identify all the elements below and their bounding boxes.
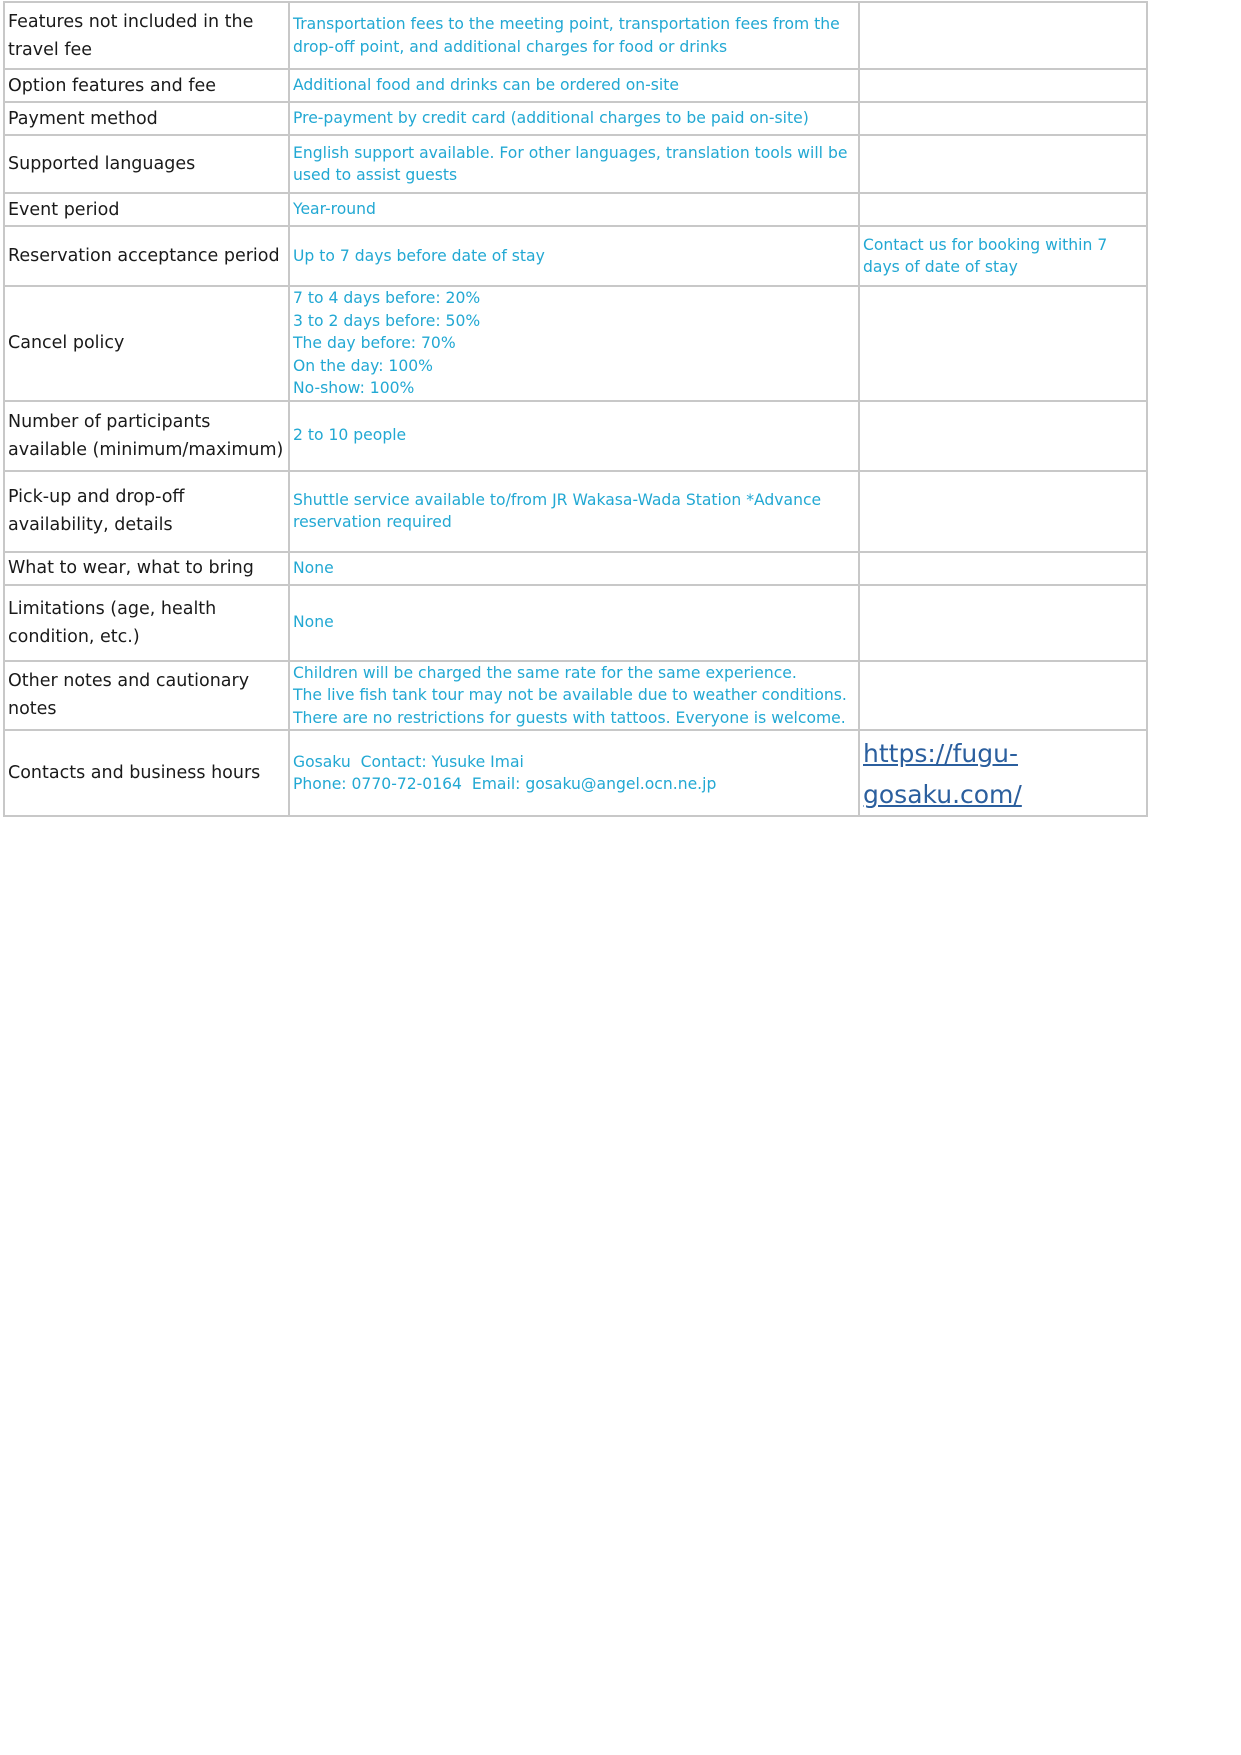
cancel-policy-line: No-show: 100% <box>293 379 415 397</box>
row-label: Pick-up and drop-off availability, details <box>4 471 289 552</box>
row-label: Number of participants available (minimum/maximum) <box>4 401 289 471</box>
row-label: Reservation acceptance period <box>4 226 289 286</box>
row-label: Features not included in the travel fee <box>4 2 289 69</box>
contact-line: Phone: 0770-72-0164 Email: gosaku@angel.ocn.ne.jp <box>293 775 717 793</box>
table-row <box>4 69 1147 102</box>
table-row <box>4 226 1147 286</box>
row-value: Additional food and drinks can be ordered on-site <box>289 69 859 102</box>
note-line: Children will be charged the same rate for the same experience. <box>293 663 797 682</box>
row-note <box>859 401 1147 471</box>
table-row <box>4 471 1147 552</box>
row-value: Shuttle service available to/from JR Wakasa-Wada Station *Advance reservation required <box>289 471 859 552</box>
table-row <box>4 661 1147 731</box>
cancel-policy-line: The day before: 70% <box>293 334 456 352</box>
row-value: None <box>289 552 859 585</box>
row-label: Supported languages <box>4 135 289 193</box>
row-note <box>859 286 1147 401</box>
row-label: Contacts and business hours <box>4 730 289 816</box>
row-label: Payment method <box>4 102 289 135</box>
row-note <box>859 552 1147 585</box>
table-row <box>4 730 1147 816</box>
table-row <box>4 552 1147 585</box>
table-row <box>4 401 1147 471</box>
row-note <box>859 135 1147 193</box>
row-link-cell <box>859 730 1147 816</box>
row-value <box>289 730 859 816</box>
row-value: Up to 7 days before date of stay <box>289 226 859 286</box>
row-label: Limitations (age, health condition, etc.) <box>4 585 289 661</box>
note-line: The live fish tank tour may not be available due to weather conditions. <box>293 686 847 704</box>
row-label: Option features and fee <box>4 69 289 102</box>
row-note <box>859 661 1147 731</box>
row-value: 2 to 10 people <box>289 401 859 471</box>
row-note <box>859 585 1147 661</box>
cancel-policy-line: 3 to 2 days before: 50% <box>293 311 481 330</box>
row-note <box>859 471 1147 552</box>
row-value <box>289 286 859 401</box>
row-value: Pre-payment by credit card (additional charges to be paid on-site) <box>289 102 859 135</box>
table-row <box>4 135 1147 193</box>
row-label: Event period <box>4 193 289 226</box>
row-note <box>859 102 1147 135</box>
row-label: Cancel policy <box>4 286 289 401</box>
row-value: English support available. For other languages, translation tools will be used to assist guests <box>289 135 859 193</box>
row-value: None <box>289 585 859 661</box>
cancel-policy-line: 7 to 4 days before: 20% <box>293 289 481 307</box>
row-note <box>859 193 1147 226</box>
contact-line: Gosaku Contact: Yusuke Imai <box>293 752 524 771</box>
table-row <box>4 2 1147 69</box>
row-note: Contact us for booking within 7 days of date of stay <box>859 226 1147 286</box>
note-line: There are no restrictions for guests with tattoos. Everyone is welcome. <box>293 708 846 727</box>
table-row <box>4 286 1147 401</box>
table-row <box>4 193 1147 226</box>
row-label: Other notes and cautionary notes <box>4 661 289 731</box>
row-note <box>859 2 1147 69</box>
table-row <box>4 585 1147 661</box>
row-label: What to wear, what to bring <box>4 552 289 585</box>
row-value <box>289 661 859 731</box>
row-value: Transportation fees to the meeting point, transportation fees from the drop-off point, and additional charges for food or drinks <box>289 2 859 69</box>
tour-info-table <box>3 1 1148 817</box>
row-note <box>859 69 1147 102</box>
website-link[interactable]: https://fugu-gosaku.com/ <box>863 739 1022 809</box>
row-value: Year-round <box>289 193 859 226</box>
cancel-policy-line: On the day: 100% <box>293 356 434 375</box>
table-row <box>4 102 1147 135</box>
